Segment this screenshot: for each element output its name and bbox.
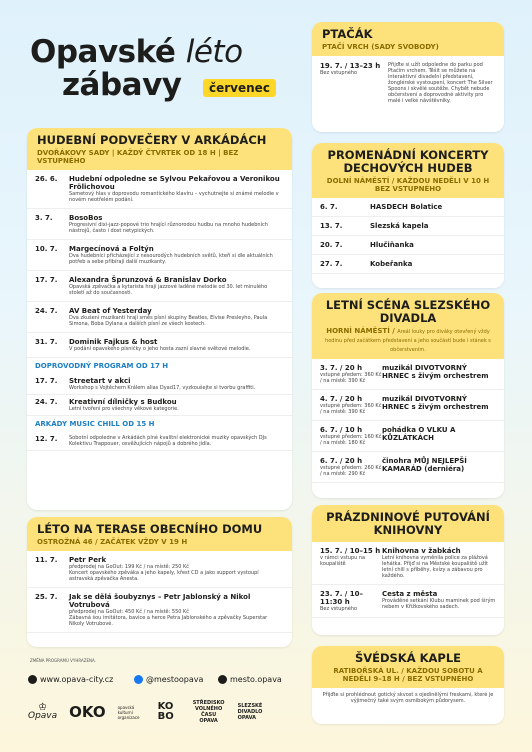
event-row [27, 302, 292, 333]
logo-oko: OKO [69, 703, 106, 721]
event-date: 25. 7. [35, 593, 58, 601]
card-title: PTAČÁK [322, 27, 373, 41]
event-body [370, 260, 496, 268]
event-price: předprodej na GoOut: 199 Kč / na místě: 250 Kč [69, 564, 190, 570]
month-badge: červenec [203, 79, 276, 97]
event-body [370, 241, 496, 249]
event-description: Workshop s Vojtěchem Králem alias Dyad17, vyzkoušejte si tvorbu graffiti. [69, 385, 256, 391]
event-title: pohádka O VLKU A KŮZLÁTKÁCH [382, 426, 456, 442]
event-row [312, 359, 504, 390]
card-subtitle: RATIBOŘSKÁ UL. / KAŽDOU SOBOTU A NEDĚLI 9–18 H / BEZ VSTUPNÉHO [333, 667, 483, 683]
event-row [27, 374, 292, 395]
event-date: 4. 7. / 20 h [320, 395, 363, 403]
event-price: vstupné předem: 160 Kč / na místě: 180 Kč [320, 434, 382, 446]
event-body [382, 547, 496, 579]
event-body [382, 457, 496, 477]
event-description: Sametový hlas v doprovodu romantického klavíru – vychutnejte si známé melodie v novém neotřelém podání. [69, 191, 279, 203]
event-date: 17. 7. [35, 377, 58, 385]
event-title: Petr Perk [69, 556, 107, 564]
event-body [69, 245, 284, 265]
card-svedska-kaple [312, 646, 504, 724]
event-body [69, 175, 284, 203]
card-header [312, 143, 504, 198]
event-row [27, 209, 292, 240]
event-date: 3. 7. [35, 214, 53, 222]
event-title: Cesta z města [382, 590, 438, 598]
event-date: 6. 7. [320, 203, 338, 211]
event-date: 17. 7. [35, 276, 58, 284]
card-header [312, 22, 504, 56]
event-date: 6. 7. / 20 h [320, 457, 363, 465]
card-header [27, 128, 292, 170]
event-title: činohra MŮJ NEJLEPŠÍ KAMARÁD (derniéra) [382, 457, 467, 473]
event-date: 12. 7. [35, 435, 58, 443]
event-body [69, 556, 284, 582]
web-icon [28, 675, 37, 684]
event-description: Letní knihovna vyměnila police za plážová lehátka. Přijď si na Městské koupaliště užít letní chill s příběhy, kvízy a zábavou pro každého. [382, 555, 488, 579]
event-price: v rámci vstupu na koupaliště [320, 555, 366, 567]
event-date: 3. 7. / 20 h [320, 364, 363, 372]
card-subtitle: HORNÍ NÁMĚSTÍ / Areál louky pro diváky otevřený vždy hodinu před začátkem představení a jeho součástí bude i stánek s občerstvením. [325, 327, 491, 353]
event-title: BosoBos [69, 214, 103, 222]
event-title: Jak se dělá šoubyznys – Petr Jablonský a Nikol Votrubová [69, 593, 251, 609]
event-row [27, 271, 292, 302]
event-title: Alexandra Šprunzová & Branislav Dorko [69, 276, 227, 284]
event-body [69, 276, 284, 296]
event-date: 24. 7. [35, 307, 58, 315]
event-date: 23. 7. / 10–11:30 h [320, 590, 364, 606]
section-doprovodny: DOPROVODNÝ PROGRAM OD 17 H [35, 362, 169, 370]
title-word-opavske: Opavské [30, 34, 176, 70]
event-body [382, 426, 496, 446]
event-body [69, 214, 284, 234]
card-promenadni [312, 143, 504, 288]
card-header [312, 505, 504, 542]
logo-svc: STŘEDISKO VOLNÉHO ČASU OPAVA [192, 700, 225, 724]
event-body [69, 593, 284, 627]
event-body [69, 435, 284, 447]
title-word-zabavy: zábavy [62, 67, 182, 103]
card-prazdninove [312, 505, 504, 635]
event-price: vstupné předem: 360 Kč / na místě: 390 Kč [320, 372, 382, 384]
event-row [27, 240, 292, 271]
event-title: Knihovna v žabkách [382, 547, 461, 555]
event-date-block [320, 364, 382, 384]
event-date: 20. 7. [320, 241, 343, 249]
event-body [69, 307, 284, 327]
event-row [312, 585, 504, 618]
card-title: HUDEBNÍ PODVEČERY V ARKÁDÁCH [37, 133, 267, 147]
card-title: ŠVÉDSKÁ KAPLE [354, 651, 462, 665]
event-title: Slezská kapela [370, 222, 429, 230]
event-date: 24. 7. [35, 398, 58, 406]
logos-row [28, 700, 276, 724]
logo-slezske-divadlo: SLEZSKÉ DIVADLO OPAVA [237, 703, 263, 721]
footer-facebook[interactable]: @mestoopava [134, 675, 203, 684]
event-title: HASDECH Bolatice [370, 203, 443, 211]
card-title: LÉTO NA TERASE OBECNÍHO DOMU [37, 522, 263, 536]
event-title: Dominik Fajkus & host [69, 338, 158, 346]
event-price: Bez vstupného [320, 70, 358, 76]
event-price: Bez vstupného [320, 606, 358, 612]
event-row [27, 551, 292, 588]
event-row [312, 421, 504, 452]
program-note: ZMĚNA PROGRAMU VYHRAZENA. [30, 658, 96, 663]
card-title: LETNÍ SCÉNA SLEZSKÉHO DIVADLA [325, 298, 491, 325]
logo-opava: ♔ Opava [28, 702, 58, 721]
event-title: Streetart v akci [69, 377, 131, 385]
event-row [27, 170, 292, 209]
event-date: 19. 7. / 13–23 h [320, 62, 381, 70]
event-description: Progresivní dixi-jazz-popové trio hrající různorodou hudbu na mnoho hudebních nástrojů, často i dost netypických. [69, 222, 268, 234]
card-subtitle: PTAČÍ VRCH (SADY SVOBODY) [322, 43, 439, 51]
event-description: Koncert opavského zpěváka a jeho kapely, křest CD a jako support vystoupí astravská zpěvačka Anesta. [69, 570, 259, 582]
event-price: vstupné předem: 360 Kč / na místě: 390 Kč [320, 403, 382, 415]
event-date-block [320, 426, 382, 446]
card-hudebni-podvecery [27, 128, 292, 510]
event-date: 27. 7. [320, 260, 343, 268]
event-title: Kreativní dílničky s Budkou [69, 398, 177, 406]
event-title: Kobeřanka [370, 260, 413, 268]
event-title: muzikál DIVOTVORNÝ HRNEC s živým orchestrem [382, 364, 489, 380]
event-body [69, 377, 284, 391]
event-title: Hlučiňanka [370, 241, 414, 249]
event-row [27, 333, 292, 358]
event-body [370, 222, 496, 230]
event-title: muzikál DIVOTVORNÝ HRNEC s živým orchestrem [382, 395, 489, 411]
card-letni-scena [312, 293, 504, 498]
facebook-icon [134, 675, 143, 684]
card-header [27, 517, 292, 551]
event-date-block [320, 457, 382, 477]
event-date-block [320, 395, 382, 415]
event-row [312, 255, 504, 274]
event-date: 13. 7. [320, 222, 343, 230]
footer-instagram[interactable]: mesto.opava [218, 675, 282, 684]
event-row [312, 217, 504, 236]
event-description: Dva hudebníci přicházející z nesourodých hudebních světů, kteří si dle aktuálních potřeb a sebe přibírají další muzikanty. [69, 253, 273, 265]
section-music-chill: ARKÁDY MUSIC CHILL OD 15 H [35, 420, 155, 428]
card-leto-na-terase [27, 517, 292, 647]
card-subtitle: DVOŘÁKOVY SADY | KAŽDÝ ČTVRTEK OD 18 H | BEZ VSTUPNÉHO [37, 149, 239, 165]
event-description: Přijďte si užít odpoledne do parku pod Ptačím vrchem. Těšit se můžete na interaktivní divadelní představení, žonglérské vystoupení, koncert The Silver Spoons i skvělé soutěže. Chybět nebude občerstvení a doprovodné aktivity pro malé i velké návštěvníky. [388, 62, 493, 104]
event-row [27, 588, 292, 633]
event-date: 11. 7. [35, 556, 58, 564]
instagram-icon [218, 675, 227, 684]
card-header [312, 293, 504, 359]
card-ptacak [312, 22, 504, 132]
event-description: Letní tvoření pro všechny věkové kategorie. [69, 406, 179, 412]
event-row [312, 390, 504, 421]
event-row [312, 236, 504, 255]
event-body [69, 338, 284, 352]
event-date-block [320, 547, 382, 579]
event-description: Opavská zpěvačka a kytarista hrají jazzové laděné melodie od 30. let minulého století až do současnosti. [69, 284, 268, 296]
event-date-block [320, 590, 382, 612]
card-header [312, 646, 504, 688]
event-price: předprodej na GoOut: 450 Kč / na místě: 550 Kč [69, 609, 190, 615]
event-title: AV Beat of Yesterday [69, 307, 152, 315]
event-description: Sobotní odpoledne v Arkádách plné kvalitní elektronické muziky opavských DJs Kolektivu Trappouer, osvěžujících nápojů a dobrého jídla. [69, 435, 267, 447]
event-row [27, 395, 292, 416]
card-subtitle: OSTROŽNÁ 46 / ZAČÁTEK VŽDY V 19 H [37, 538, 188, 546]
event-row [312, 542, 504, 585]
event-price: vstupné předem: 260 Kč / na místě: 290 Kč [320, 465, 382, 477]
event-description: Zábavná šou imitátora, bavice a herce Petra Jablonského a zpěvačky Superstar Nikoly Votrubové. [69, 615, 268, 627]
event-body [69, 398, 284, 412]
title-word-leto: léto [185, 34, 243, 70]
event-description: Prováděné setkání Klubu maminek pod širým nebem v Křižkovského sadech. [382, 598, 496, 610]
event-date: 10. 7. [35, 245, 58, 253]
footer-web[interactable]: www.opava-city.cz [28, 675, 113, 684]
event-date: 15. 7. / 10–15 h [320, 547, 381, 555]
event-body [370, 203, 496, 211]
logo-oko-text: opavská kulturní organizace [117, 704, 140, 720]
event-row [27, 432, 292, 451]
card-title: PROMENÁDNÍ KONCERTY DECHOVÝCH HUDEB [327, 148, 489, 175]
card-title: PRÁZDNINOVÉ PUTOVÁNÍ KNIHOVNY [326, 510, 490, 537]
logo-kobo: KOBO [157, 701, 174, 722]
event-row [312, 198, 504, 217]
event-row [312, 452, 504, 483]
event-title: Hudební odpoledne se Sylvou Pekařovou a Veronikou Frölichovou [69, 175, 280, 191]
event-body [382, 590, 496, 612]
event-date: 31. 7. [35, 338, 58, 346]
card-subtitle: DOLNÍ NÁMĚSTÍ / KAŽDOU NEDĚLI V 10 H BEZ VSTUPNÉHO [326, 177, 490, 193]
event-body [382, 395, 496, 415]
event-description: Přijďte si prohlédnout gotický skvost s ojedinělými freskami, které je výjimečný také svým osmibokým půdorysem. [322, 692, 494, 704]
event-title: Margecínová a Foltýn [69, 245, 154, 253]
event-description: Dva zkušení muzikanti hrají směs písní skupiny Beatles, Elvise Presleyho, Paula Simona, Boba Dylana a dalších písní ze všech kostech. [69, 315, 268, 327]
event-description: V podání opavského písničky o jeho hosta zazní slavné světové melodie. [69, 346, 251, 352]
event-body [382, 364, 496, 384]
event-date: 26. 6. [35, 175, 58, 183]
event-date: 6. 7. / 10 h [320, 426, 363, 434]
